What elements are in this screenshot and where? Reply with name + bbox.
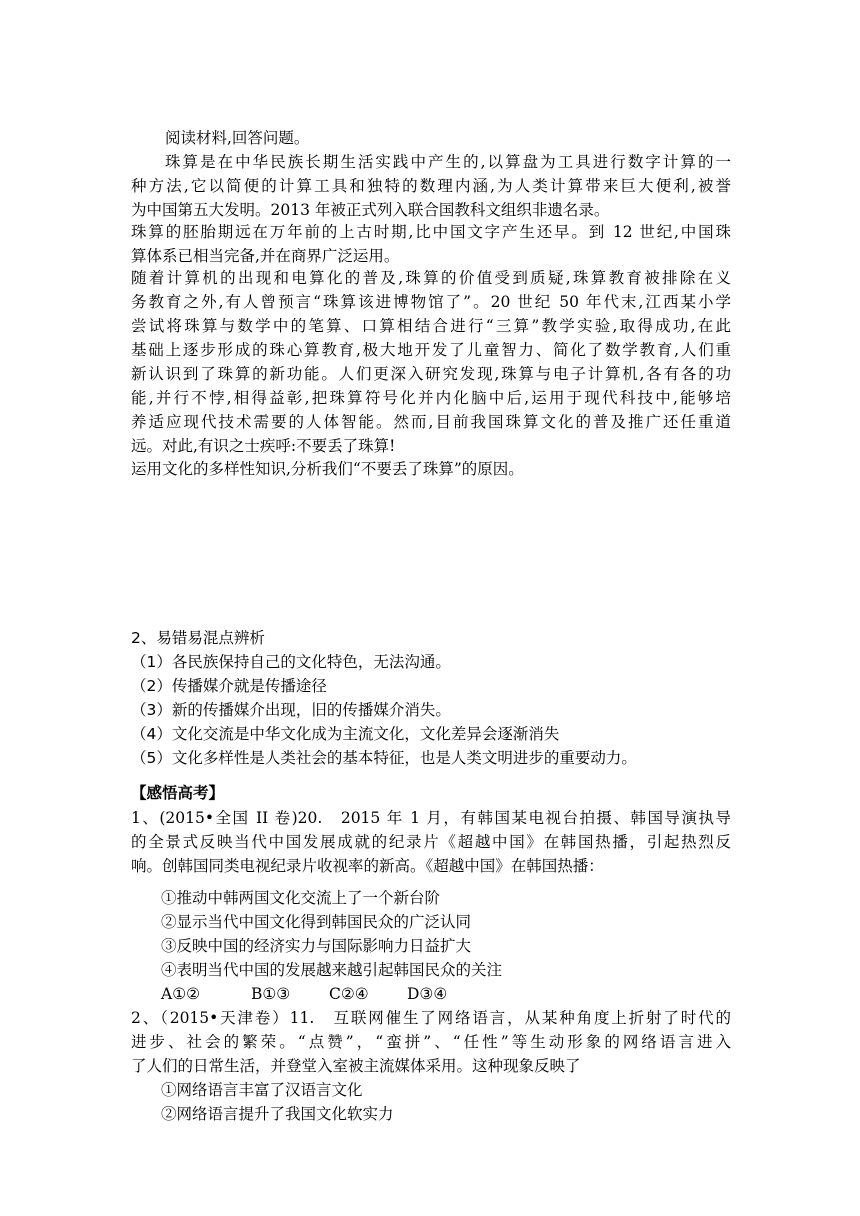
confusion-item: （4）文化交流是中华文化成为主流文化，文化差异会逐渐消失: [131, 725, 560, 743]
question-2-option: ②网络语言提升了我国文化软实力: [161, 1105, 394, 1123]
reading-line: 珠算的胚胎期远在万年前的上古时期,比中国文字产生还早。到 12 世纪,中国珠: [131, 223, 731, 241]
confusion-heading: 2、易错易混点辨析: [131, 629, 265, 647]
choice-a: A①②: [161, 985, 200, 1003]
question-1-option: ④表明当代中国的发展越来越引起韩国民众的关注: [161, 961, 503, 979]
reading-line: 算体系已相当完备,并在商界广泛运用。: [131, 247, 400, 265]
question-1-line: 的全景式反映当代中国发展成就的纪录片《超越中国》在韩国热播，引起热烈反: [131, 833, 731, 851]
question-1-option: ①推动中韩两国文化交流上了一个新台阶: [161, 889, 441, 907]
question-1-line: 响。创韩国同类电视纪录片收视率的新高。《超越中国》在韩国热播：: [131, 857, 604, 875]
reading-question: 运用文化的多样性知识,分析我们“不要丢了珠算”的原因。: [131, 460, 524, 478]
reading-line: 种方法,它以简便的计算工具和独特的数理内涵,为人类计算带来巨大便利,被誉: [131, 177, 731, 195]
choice-c: C②④: [329, 985, 369, 1003]
reading-line: 为中国第五大发明。2013 年被正式列入联合国教科文组织非遗名录。: [131, 201, 610, 219]
confusion-item: （1）各民族保持自己的文化特色，无法沟通。: [131, 653, 451, 671]
confusion-item: （2）传播媒介就是传播途径: [131, 677, 327, 695]
reading-line: 尝试将珠算与数学中的笔算、口算相结合进行“三算”教学实验,取得成功,在此: [131, 317, 731, 335]
reading-line: 随着计算机的出现和电算化的普及,珠算的价值受到质疑,珠算教育被排除在义: [131, 269, 731, 287]
question-1-option: ③反映中国的经济实力与国际影响力日益扩大: [161, 937, 472, 955]
gaokao-heading: 【感悟高考】: [131, 784, 225, 802]
reading-line: 务教育之外,有人曾预言“珠算该进博物馆了”。20 世纪 50 年代末,江西某小学: [131, 293, 731, 311]
reading-intro: 阅读材料,回答问题。: [165, 129, 310, 147]
reading-line: 珠算是在中华民族长期生活实践中产生的,以算盘为工具进行数字计算的一: [165, 153, 731, 171]
question-2-option: ①网络语言丰富了汉语言文化: [161, 1081, 363, 1099]
choice-b: B①③: [251, 985, 291, 1003]
question-1-choices: [161, 982, 447, 1006]
choice-d: D③④: [407, 985, 448, 1003]
question-2-line: 2、（2015•天津卷）11. 互联网催生了网络语言，从某种角度上折射了时代的: [131, 1009, 731, 1027]
confusion-item: （5）文化多样性是人类社会的基本特征，也是人类文明进步的重要动力。: [131, 749, 637, 767]
question-2-line: 进步、社会的繁荣。“点赞”，“蛮拼”、“任性”等生动形象的网络语言进入: [131, 1033, 731, 1051]
reading-line: 新认识到了珠算的新功能。人们更深入研究发现,珠算与电子计算机,各有各的功: [131, 365, 731, 383]
reading-line: 养适应现代技术需要的人体智能。然而,目前我国珠算文化的普及推广还任重道: [131, 413, 731, 431]
question-1-line: 1、(2015•全国 II 卷)20. 2015 年 1 月，有韩国某电视台拍摄、韩国导演执导: [131, 809, 731, 827]
reading-line: 远。对此,有识之士疾呼:不要丢了珠算!: [131, 437, 396, 455]
question-1-option: ②显示当代中国文化得到韩国民众的广泛认同: [161, 913, 472, 931]
reading-line: 能,并行不悖,相得益彰,把珠算符号化并内化脑中后,运用于现代科技中,能够培: [131, 389, 731, 407]
confusion-item: （3）新的传播媒介出现，旧的传播媒介消失。: [131, 701, 451, 719]
question-2-line: 了人们的日常生活，并登堂入室被主流媒体采用。这种现象反映了: [131, 1057, 581, 1075]
reading-line: 基础上逐步形成的珠心算教育,极大地开发了儿童智力、简化了数学教育,人们重: [131, 341, 731, 359]
